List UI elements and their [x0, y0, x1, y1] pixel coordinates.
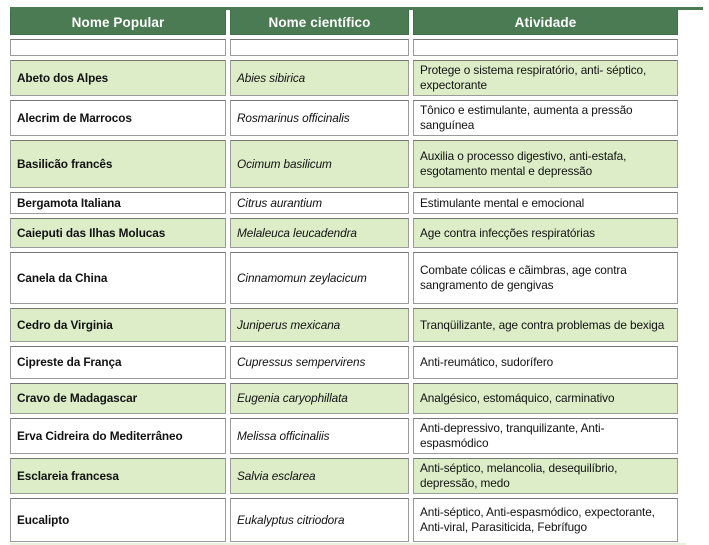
empty-filter-row: [10, 39, 678, 56]
activity-cell: Anti-séptico, Anti-espasmódico, expectorante, Anti-viral, Parasiticida, Febrífugo: [413, 498, 678, 542]
scientific-name-cell: Cupressus sempervirens: [230, 346, 409, 379]
scientific-name-cell: Cinnamomun zeylacicum: [230, 252, 409, 304]
activity-cell: Tranqüilizante, age contra problemas de bexiga: [413, 308, 678, 342]
popular-name-cell: Erva Cidreira do Mediterrâneo: [10, 418, 226, 454]
table-row: [10, 498, 678, 542]
table-row: [10, 192, 678, 214]
empty-filter-cell: [413, 39, 678, 56]
activity-cell: Combate cólicas e cãimbras, age contra sangramento de gengivas: [413, 252, 678, 304]
table-row: [10, 458, 678, 494]
column-header-nome-cientifico: Nome científico: [230, 9, 409, 35]
popular-name-cell: Alecrim de Marrocos: [10, 100, 226, 136]
column-header-atividade: Atividade: [413, 9, 678, 35]
activity-cell: Tônico e estimulante, aumenta a pressão sanguínea: [413, 100, 678, 136]
empty-filter-cell: [230, 39, 409, 56]
activity-cell: Age contra infecções respiratórias: [413, 218, 678, 248]
activity-cell: Analgésico, estomáquico, carminativo: [413, 383, 678, 414]
popular-name-cell: Cravo de Madagascar: [10, 383, 226, 414]
empty-filter-cell: [10, 39, 226, 56]
activity-cell: Estimulante mental e emocional: [413, 192, 678, 214]
top-divider-strip: [10, 7, 703, 10]
essential-oils-table: [6, 5, 682, 545]
scientific-name-cell: Salvia esclarea: [230, 458, 409, 494]
popular-name-cell: Caieputi das Ilhas Molucas: [10, 218, 226, 248]
scientific-name-cell: Eugenia caryophillata: [230, 383, 409, 414]
activity-cell: Anti-séptico, melancolia, desequilíbrio, depressão, medo: [413, 458, 678, 494]
activity-cell: Protege o sistema respiratório, anti- séptico, expectorante: [413, 60, 678, 96]
popular-name-cell: Abeto dos Alpes: [10, 60, 226, 96]
table-row: [10, 418, 678, 454]
popular-name-cell: Cedro da Virginia: [10, 308, 226, 342]
scientific-name-cell: Melissa officinaliis: [230, 418, 409, 454]
table-row: [10, 383, 678, 414]
popular-name-cell: Canela da China: [10, 252, 226, 304]
popular-name-cell: Bergamota Italiana: [10, 192, 226, 214]
column-header-nome-popular: Nome Popular: [10, 9, 226, 35]
scientific-name-cell: Eukalyptus citriodora: [230, 498, 409, 542]
scientific-name-cell: Rosmarinus officinalis: [230, 100, 409, 136]
table-row: [10, 252, 678, 304]
activity-cell: Anti-reumático, sudorífero: [413, 346, 678, 379]
scientific-name-cell: Melaleuca leucadendra: [230, 218, 409, 248]
table-row: [10, 60, 678, 96]
popular-name-cell: Eucalipto: [10, 498, 226, 542]
table-row: [10, 218, 678, 248]
popular-name-cell: Esclareia francesa: [10, 458, 226, 494]
table-header-row: [10, 9, 678, 35]
activity-cell: Auxilia o processo digestivo, anti-estafa, esgotamento mental e depressão: [413, 140, 678, 188]
activity-cell: Anti-depressivo, tranquilizante, Anti-espasmódico: [413, 418, 678, 454]
table-row: [10, 100, 678, 136]
scientific-name-cell: Citrus aurantium: [230, 192, 409, 214]
scientific-name-cell: Juniperus mexicana: [230, 308, 409, 342]
table-row: [10, 346, 678, 379]
table-row: [10, 308, 678, 342]
popular-name-cell: Basilicão francês: [10, 140, 226, 188]
scientific-name-cell: Abies sibirica: [230, 60, 409, 96]
table-row: [10, 140, 678, 188]
scientific-name-cell: Ocimum basilicum: [230, 140, 409, 188]
popular-name-cell: Cipreste da França: [10, 346, 226, 379]
